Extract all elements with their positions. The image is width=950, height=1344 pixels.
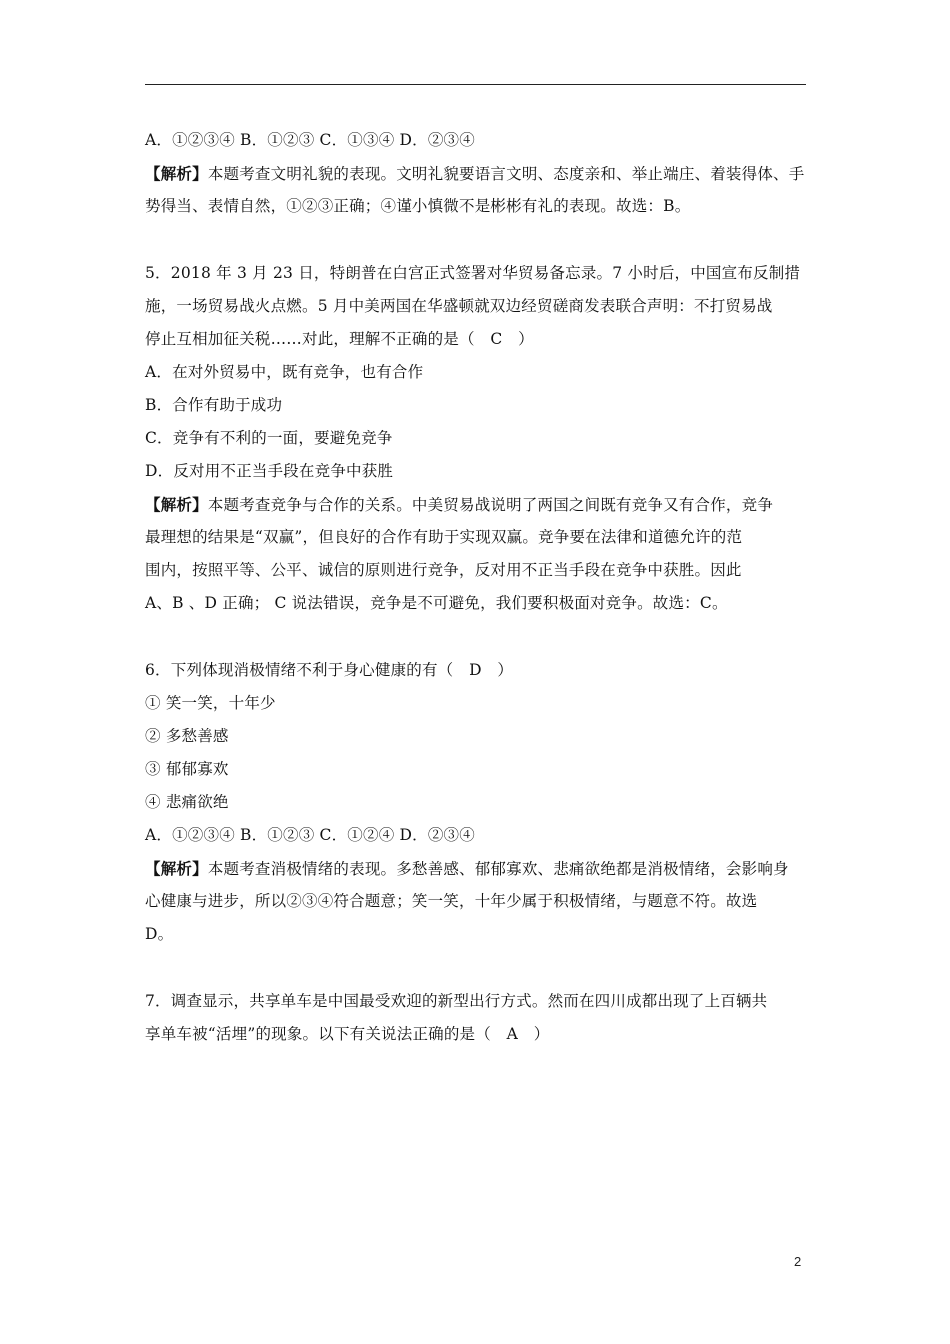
text-line: 停止互相加征关税……对此，理解不正确的是（ C ）	[145, 330, 534, 348]
text-line: ① 笑一笑，十年少	[145, 694, 276, 712]
analysis-tag: 【解析】	[145, 495, 208, 514]
text-line: ② 多愁善感	[145, 727, 229, 745]
text-line: 势得当、表情自然，①②③正确；④谨小慎微不是彬彬有礼的表现。故选：B。	[145, 197, 691, 215]
header-rule	[145, 84, 806, 85]
text-line: ③ 郁郁寡欢	[145, 760, 229, 778]
document-body	[145, 124, 817, 1051]
analysis-tag: 【解析】	[145, 859, 208, 878]
q5-options	[145, 356, 817, 488]
text-line: 围内，按照平等、公平、诚信的原则进行竞争，反对用不正当手段在竞争中获胜。因此	[145, 561, 742, 579]
text-line: 6．下列体现消极情绪不利于身心健康的有（ D ）	[145, 661, 514, 679]
text-line: 本题考查竞争与合作的关系。中美贸易战说明了两国之间既有竞争又有合作，竞争	[207, 496, 774, 514]
text-line: 心健康与进步，所以②③④符合题意；笑一笑，十年少属于积极情绪，与题意不符。故选	[145, 892, 758, 910]
text-line: 享单车被“活埋”的现象。以下有关说法正确的是（ A ）	[145, 1025, 550, 1043]
text-line: A．①②③④ B．①②③ C．①②④ D．②③④	[145, 826, 475, 844]
text-line: 施，一场贸易战火点燃。5 月中美两国在华盛顿就双边经贸磋商发表联合声明：不打贸易战	[145, 297, 773, 315]
text-line: 最理想的结果是“双赢”，但良好的合作有助于实现双赢。竞争要在法律和道德允许的范	[145, 528, 743, 546]
q4-analysis	[145, 157, 817, 223]
option-b: B．合作有助于成功	[145, 396, 283, 414]
text-line: ④ 悲痛欲绝	[145, 793, 229, 811]
text-line: 7．调查显示，共享单车是中国最受欢迎的新型出行方式。然而在四川成都出现了上百辆共	[145, 992, 768, 1010]
q7-stem	[145, 985, 817, 1051]
q4-options	[145, 124, 817, 157]
q6-analysis	[145, 852, 817, 951]
q5-stem	[145, 257, 817, 356]
text-line: A．①②③④ B．①②③ C．①③④ D．②③④	[145, 131, 475, 149]
option-c: C．竞争有不利的一面，要避免竞争	[145, 429, 393, 447]
text-line: 本题考查消极情绪的表现。多愁善感、郁郁寡欢、悲痛欲绝都是消极情绪，会影响身	[207, 860, 789, 878]
option-a: A．在对外贸易中，既有竞争，也有合作	[145, 363, 424, 381]
text-line: 本题考查文明礼貌的表现。文明礼貌要语言文明、态度亲和、举止端庄、着装得体、手	[207, 165, 805, 183]
analysis-tag: 【解析】	[145, 164, 208, 183]
text-line: D。	[145, 925, 174, 943]
text-line: A、B 、D 正确； C 说法错误，竞争是不可避免，我们要积极面对竞争。故选：C。	[145, 594, 728, 612]
page-number: 2	[794, 1254, 802, 1269]
q6-stem	[145, 654, 817, 852]
q5-analysis	[145, 488, 817, 620]
option-d: D．反对用不正当手段在竞争中获胜	[145, 462, 394, 480]
text-line: 5．2018 年 3 月 23 日，特朗普在白宫正式签署对华贸易备忘录。7 小时后，中国宣布反制措	[145, 264, 801, 282]
